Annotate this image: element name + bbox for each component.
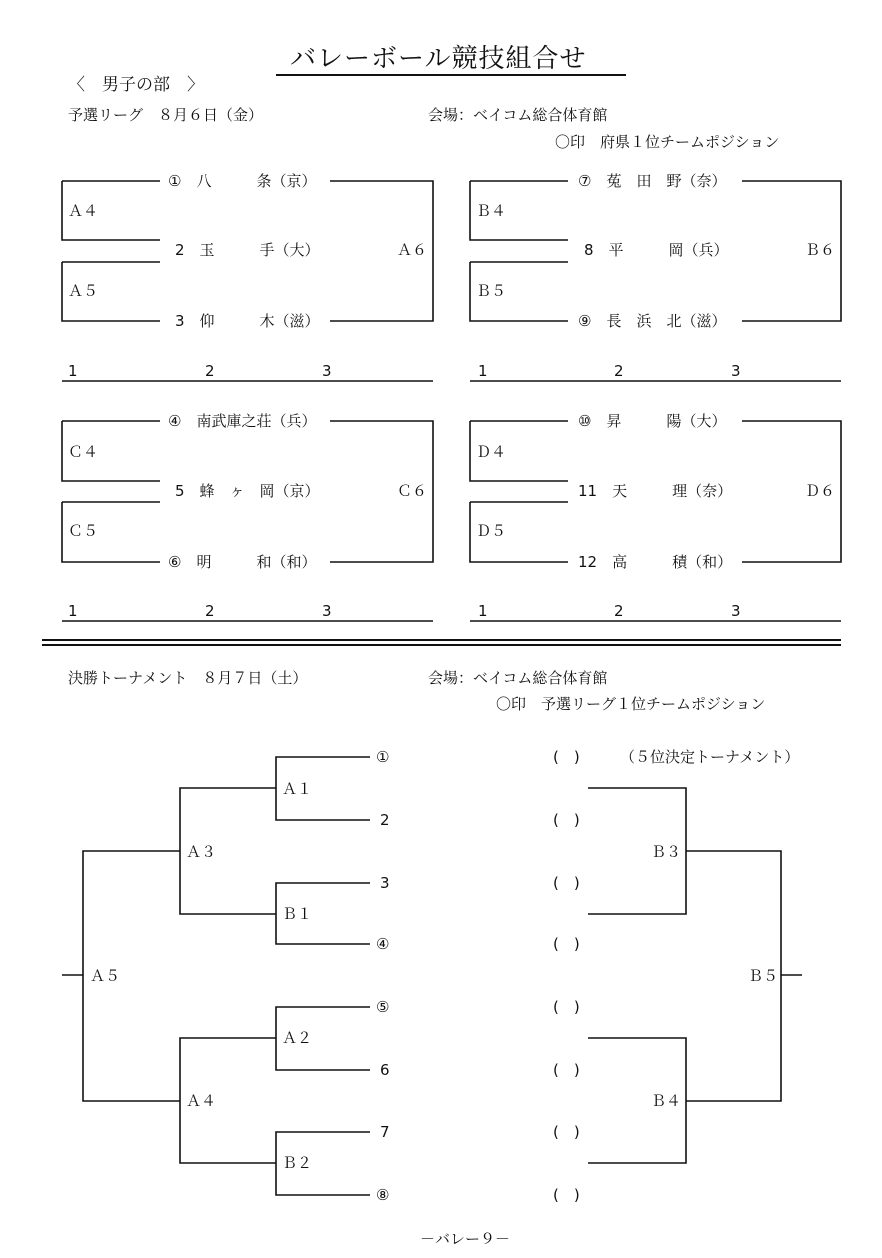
team-a2: 2 玉 手（大）: [175, 241, 320, 259]
placement-slot: ( ): [553, 998, 580, 1016]
placement-slot: ( ): [553, 935, 580, 953]
match-label: Ａ４: [68, 202, 99, 220]
match-label: Ｄ５: [476, 522, 507, 540]
final-venue: 会場：ベイコム総合体育館: [428, 669, 608, 687]
match-label: Ａ４: [186, 1092, 217, 1110]
match-label: Ｂ６: [805, 241, 836, 259]
position-label: ⑤: [376, 998, 390, 1016]
match-label: Ｂ４: [651, 1092, 682, 1110]
team-b3: ⑨ 長 浜 北（滋）: [578, 312, 727, 330]
team-a3: 3 仰 木（滋）: [175, 312, 320, 330]
order-label: 3: [322, 362, 332, 380]
page-footer: －バレー９－: [420, 1230, 511, 1248]
team-d2: 11 天 理（奈）: [578, 482, 733, 500]
match-label: Ｂ１: [282, 905, 313, 923]
category-label: 〈 男子の部 〉: [68, 75, 204, 95]
match-label: Ａ２: [282, 1029, 313, 1047]
team-c1: ④ 南武庫之荘（兵）: [168, 412, 317, 430]
position-label: 6: [380, 1061, 390, 1079]
order-label: 1: [478, 362, 488, 380]
order-label: 3: [731, 362, 741, 380]
match-label: Ａ５: [68, 282, 99, 300]
team-d3: 12 高 積（和）: [578, 553, 733, 571]
prelim-heading: 予選リーグ ８月６日（金）: [68, 106, 264, 124]
match-label: Ａ３: [186, 843, 217, 861]
team-a1: ① 八 条（京）: [168, 172, 317, 190]
position-label: ④: [376, 935, 390, 953]
placement-slot: ( ): [553, 748, 580, 766]
placement-slot: ( ): [553, 874, 580, 892]
match-label: Ｄ６: [805, 482, 836, 500]
placement-slot: ( ): [553, 811, 580, 829]
placement-title: （５位決定トーナメント）: [620, 748, 800, 766]
final-note: 〇印 予選リーグ１位チームポジション: [496, 695, 766, 713]
order-label: 3: [322, 602, 332, 620]
match-label: Ｂ２: [282, 1154, 313, 1172]
prelim-note: 〇印 府県１位チームポジション: [555, 133, 780, 151]
match-label: Ｂ４: [476, 202, 507, 220]
match-label: Ｂ５: [476, 282, 507, 300]
prelim-venue: 会場：ベイコム総合体育館: [428, 106, 608, 124]
match-label: Ｂ５: [748, 967, 779, 985]
order-label: 3: [731, 602, 741, 620]
match-label: Ｄ４: [476, 443, 507, 461]
position-label: 3: [380, 874, 390, 892]
order-label: 2: [614, 362, 624, 380]
team-c3: ⑥ 明 和（和）: [168, 553, 317, 571]
placement-slot: ( ): [553, 1123, 580, 1141]
team-b1: ⑦ 菟 田 野（奈）: [578, 172, 727, 190]
order-label: 2: [205, 362, 215, 380]
team-c2: 5 蜂 ヶ 岡（京）: [175, 482, 320, 500]
match-label: Ｃ５: [68, 522, 99, 540]
match-label: Ｂ３: [651, 843, 682, 861]
match-label: Ａ５: [90, 967, 121, 985]
match-label: Ｃ４: [68, 443, 99, 461]
match-label: Ｃ６: [397, 482, 428, 500]
final-heading: 決勝トーナメント ８月７日（土）: [68, 669, 308, 687]
team-d1: ⑩ 昇 陽（大）: [578, 412, 727, 430]
position-label: ⑧: [376, 1186, 390, 1204]
order-label: 1: [68, 362, 78, 380]
team-b2: 8 平 岡（兵）: [584, 241, 729, 259]
position-label: 7: [380, 1123, 390, 1141]
placement-slot: ( ): [553, 1186, 580, 1204]
placement-slot: ( ): [553, 1061, 580, 1079]
match-label: Ａ６: [397, 241, 428, 259]
order-label: 2: [205, 602, 215, 620]
order-label: 2: [614, 602, 624, 620]
match-label: Ａ１: [282, 780, 313, 798]
page-title: バレーボール競技組合せ: [290, 44, 587, 74]
order-label: 1: [478, 602, 488, 620]
position-label: ①: [376, 748, 390, 766]
position-label: 2: [380, 811, 390, 829]
order-label: 1: [68, 602, 78, 620]
